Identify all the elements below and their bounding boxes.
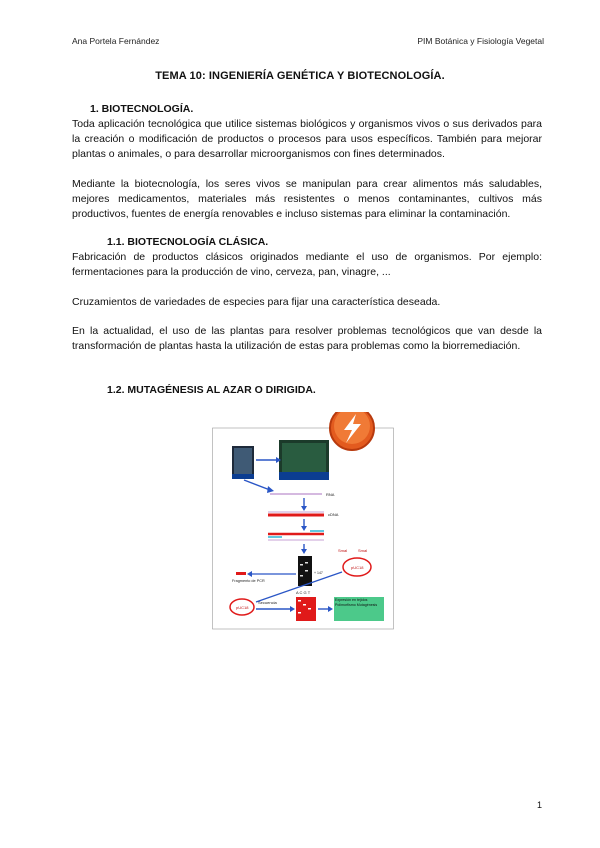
smai-label-1: SmaI	[338, 548, 348, 553]
puc2-label: pUC18	[236, 605, 249, 610]
pcr-fragment	[236, 572, 246, 575]
acgt-label: A C G T	[296, 590, 311, 595]
smai-label-2: SmaI	[358, 548, 368, 553]
paragraph-classic-products: Fabricación de productos clásicos originados mediante el uso de organismos. Por ejemplo: fermentaciones para la producción de vino, cerveza, pan, vinagre, ...	[72, 251, 542, 278]
fragment-label: Fragmento de PCR	[232, 579, 265, 583]
page-number: 1	[536, 800, 542, 810]
page-title: TEMA 10: INGENIERÍA GENÉTICA Y BIOTECNOLOGÍA.	[155, 70, 445, 82]
puc-label: pUC18	[351, 565, 364, 570]
paragraph-manipulation: Mediante la biotecnología, los seres vivos se manipulan para crear alimentos más saludables, mejores medicamentos, materiales más resistentes o menos contaminantes, cultivos más productivos, fuentes de energía renovables e incluso sistemas para eliminar la contaminación.	[72, 178, 542, 220]
header-course: PIM Botánica y Fisiología Vegetal	[417, 36, 544, 46]
expression-label: Expresión en tejidos Polimorfismo Mutagénesis	[335, 598, 378, 607]
mutagenesis-diagram	[212, 412, 394, 630]
rna-label: RNA	[326, 492, 335, 497]
paragraph-crossbreeding: Cruzamientos de variedades de especies para fijar una característica deseada.	[72, 296, 441, 308]
cdna-label: cDNA	[328, 512, 339, 517]
scale-label: + 147	[314, 571, 323, 575]
section-heading-clasica: 1.1. BIOTECNOLOGÍA CLÁSICA.	[107, 236, 269, 248]
lightning-icon	[330, 412, 374, 450]
sequence-label: Secuencia	[258, 600, 277, 605]
header-author: Ana Portela Fernández	[72, 36, 160, 46]
paragraph-definition: Toda aplicación tecnológica que utilice sistemas biológicos y organismos vivos o sus derivados para la creación o modificación de productos o procesos para usos específicos. También para mejorar plantas o animales, o para desarrollar microorganismos con fines determinados.	[72, 118, 542, 160]
diagram-svg	[212, 412, 394, 630]
section-heading-mutagenesis: 1.2. MUTAGÉNESIS AL AZAR O DIRIGIDA.	[107, 384, 316, 396]
section-heading-biotecnologia: 1. BIOTECNOLOGÍA.	[90, 103, 194, 115]
paragraph-current-use: En la actualidad, el uso de las plantas para resolver problemas tecnológicos que van desde la transformación de plantas hasta la utilización de estas para problemas como la biorremediación.	[72, 325, 542, 352]
